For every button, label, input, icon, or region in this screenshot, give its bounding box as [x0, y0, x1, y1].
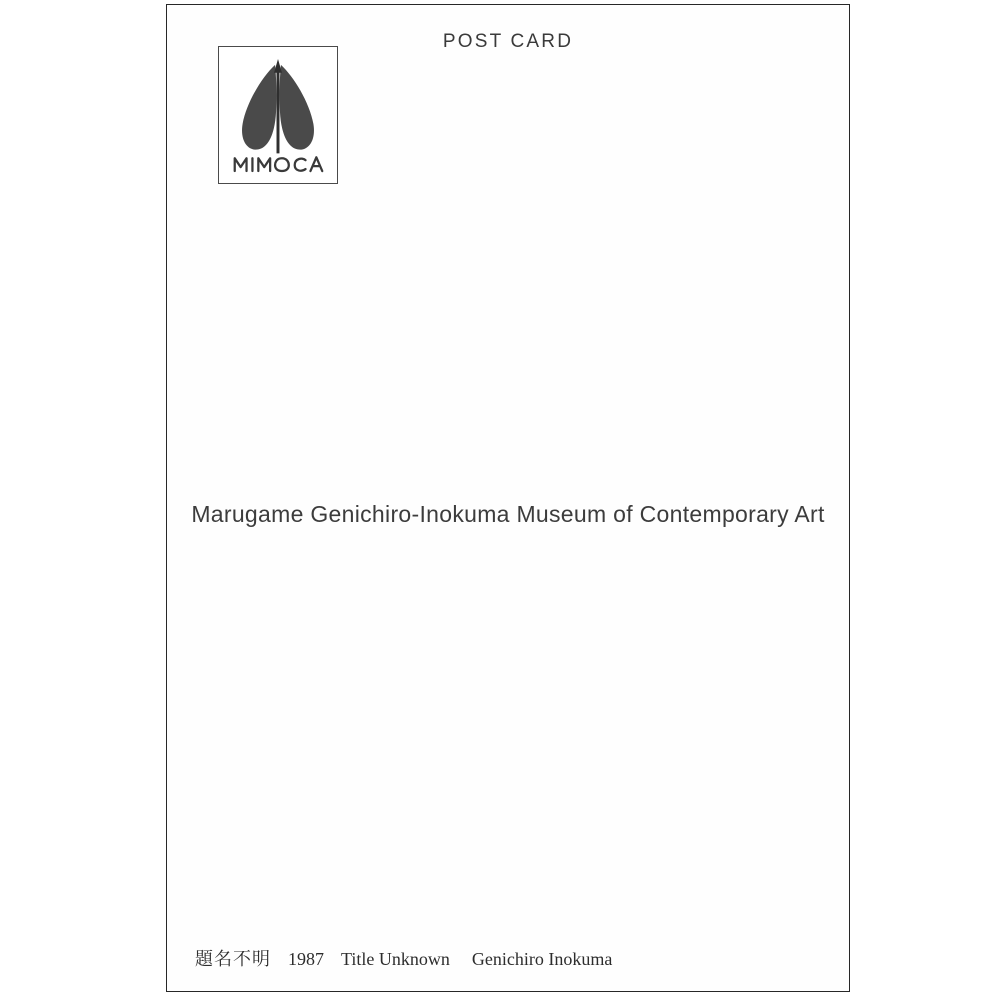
page-title: POST CARD: [442, 31, 574, 52]
postcard-sheet: [166, 4, 850, 992]
mimoca-logo: [218, 46, 338, 184]
credit-title-japanese: 題名不明: [195, 949, 271, 970]
credit-line: [195, 945, 612, 971]
credit-artist: Genichiro Inokuma: [471, 949, 613, 969]
credit-year: 1987: [288, 949, 324, 969]
museum-name: Marugame Genichiro-Inokuma Museum of Contemporary Art: [191, 501, 825, 527]
credit-title-english: Title Unknown: [341, 949, 450, 969]
